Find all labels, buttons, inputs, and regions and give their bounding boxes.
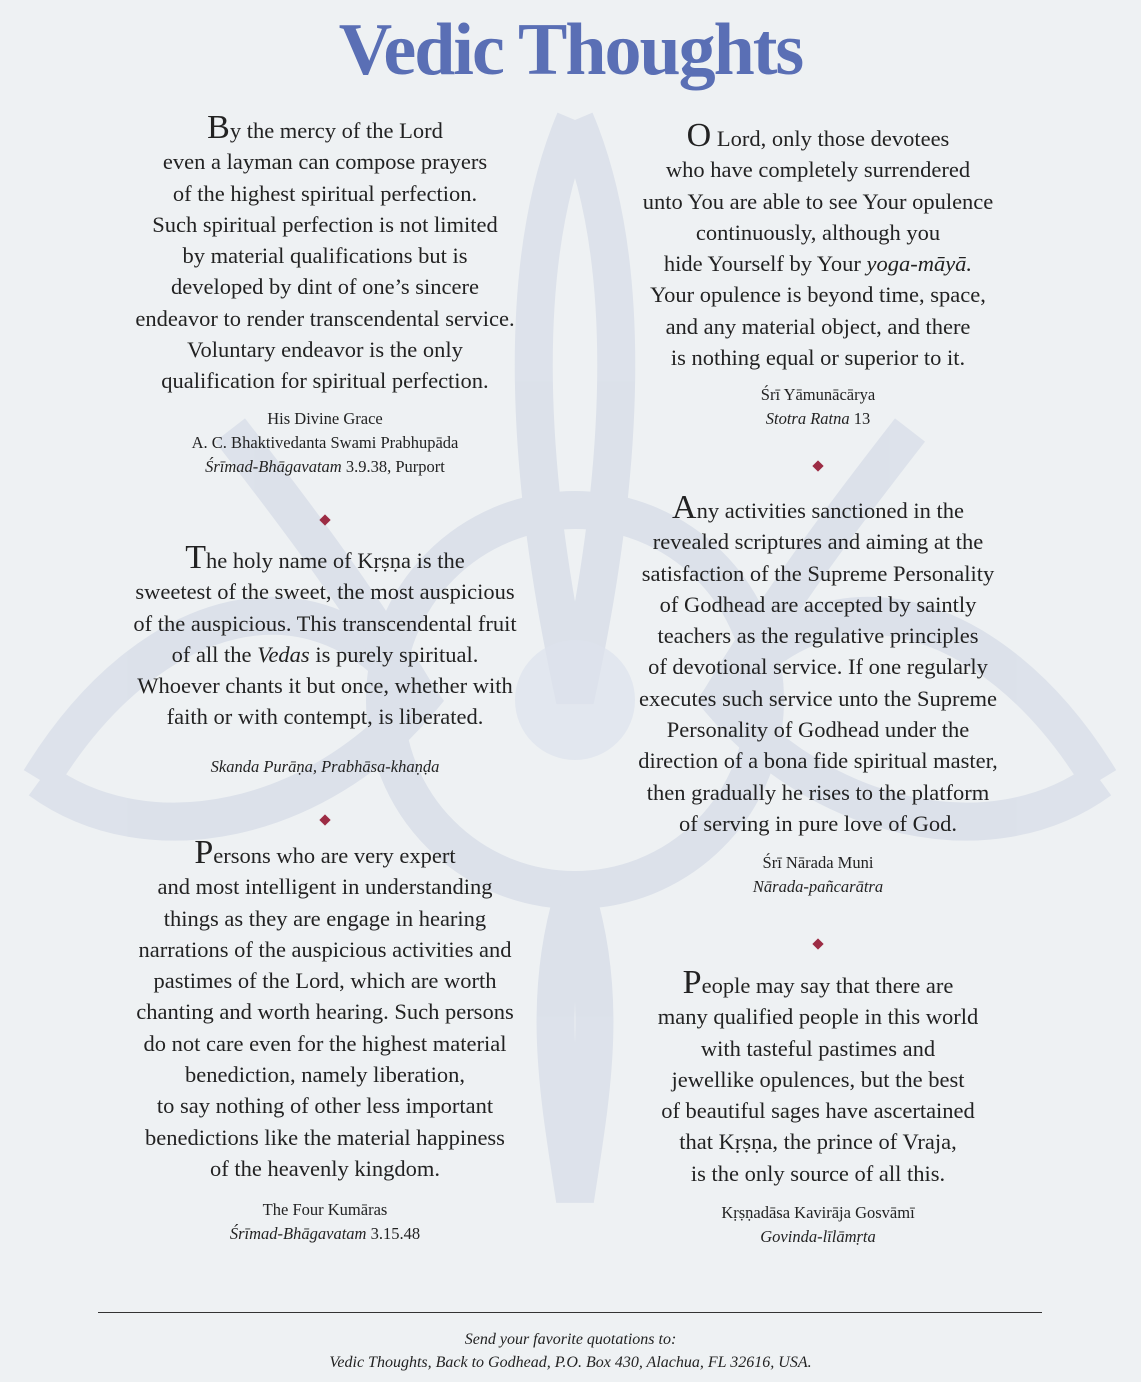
quote-text: Persons who are very expert and most intelligent in understanding things as they are engage in hearing narrations of the auspicious activities and pastimes of the Lord, which are worth chanting and worth hearing. Such persons do not care even for the highest material benediction, namely liberation, to say nothing of other less important benedictions like the material happiness of the heavenly kingdom. [80, 840, 570, 1184]
attribution [583, 383, 1053, 431]
quote-line: Personality of Godhead under the [666, 717, 970, 743]
quote-line: of beautiful sages have ascertained [661, 1098, 975, 1124]
source-line: Stotra Ratna 13 [765, 409, 871, 429]
quote-text: By the mercy of the Lord even a layman can compose prayers of the highest spiritual perfection. Such spiritual perfection is not limited by material qualifications but is developed by dint of one’s sincere endeavor to render transcendental service. Voluntary endeavor is the only qualification for spiritual perfection. [80, 115, 570, 397]
drop-cap: O [686, 117, 712, 154]
author-line: Śrī Nārada Muni [762, 853, 874, 873]
footer-divider [98, 1312, 1042, 1313]
quote-line: pastimes of the Lord, which are worth [153, 968, 497, 994]
quote-line: many qualified people in this world [657, 1004, 979, 1030]
quote-line: of devotional service. If one regularly [648, 654, 988, 680]
quote-line: and most intelligent in understanding [157, 874, 493, 900]
quote-line: qualification for spiritual perfection. [161, 368, 489, 394]
quote-line: hide Yourself by Your yoga-māyā. [663, 251, 973, 277]
author-line: Kṛṣṇadāsa Kavirāja Gosvāmī [721, 1203, 915, 1223]
attribution [583, 1201, 1053, 1249]
quote-line: even a layman can compose prayers [162, 149, 488, 175]
quote-block [80, 539, 570, 779]
quote-line: things as they are engage in hearing [163, 905, 487, 931]
quote-line: unto You are able to see Your opulence [642, 188, 994, 214]
quote-line: who have completely surrendered [665, 157, 971, 183]
quote-line: Voluntary endeavor is the only [187, 337, 463, 363]
diamond-separator [319, 514, 330, 525]
quote-line: to say nothing of other less important [156, 1093, 494, 1119]
quote-block [583, 489, 1053, 899]
quote-line: Such spiritual perfection is not limited [152, 211, 498, 237]
attribution [80, 1198, 570, 1246]
attribution [80, 755, 570, 779]
quote-line: by material qualifications but is [182, 243, 468, 269]
quote-line: with tasteful pastimes and [700, 1035, 936, 1061]
quote-line: faith or with contempt, is liberated. [166, 704, 484, 730]
author-line: The Four Kumāras [262, 1200, 388, 1220]
quote-block [80, 834, 570, 1246]
quote-line: Whoever chants it but once, whether with [137, 673, 513, 699]
quote-block [583, 117, 1053, 431]
footer [0, 1328, 1141, 1374]
quote-line: of all the Vedas is purely spiritual. [171, 641, 479, 667]
quote-line: executes such service unto the Supreme [638, 685, 997, 711]
quote-line: Your opulence is beyond time, space, [650, 282, 986, 308]
quote-line: teachers as the regulative principles [657, 623, 979, 649]
quote-line: sweetest of the sweet, the most auspicious [135, 579, 515, 605]
quote-line: continuously, although you [695, 219, 941, 245]
quote-line: revealed scriptures and aiming at the [652, 529, 984, 555]
quote-line: narrations of the auspicious activities and [138, 936, 512, 962]
source-line: Śrīmad-Bhāgavatam 3.9.38, Purport [205, 456, 445, 476]
author-line: A. C. Bhaktivedanta Swami Prabhupāda [191, 432, 459, 452]
quote-text: Any activities sanctioned in the revealed scriptures and aiming at the satisfaction of the Supreme Personality of Godhead are accepted by saintly teachers as the regulative principles of devotional service. If one regularly executes such service unto the Supreme Personality of Godhead under the direction of a bona fide spiritual master, then gradually he rises to the platform of serving in pure love of God. [583, 495, 1053, 839]
quote-line: direction of a bona fide spiritual master, [638, 748, 998, 774]
quote-line: chanting and worth hearing. Such persons [136, 999, 514, 1025]
diamond-separator [812, 460, 823, 471]
quote-line: endeavor to render transcendental service. [135, 305, 515, 331]
quote-text: The holy name of Kṛṣṇa is the sweetest of the sweet, the most auspicious of the auspicious. This transcendental fruit of all the Vedas is purely spiritual. Whoever chants it but once, whether with faith or with contempt, is liberated. [80, 545, 570, 733]
quote-line: do not care even for the highest material [143, 1030, 507, 1056]
source-line: Nārada-pañcarātra [752, 877, 884, 897]
drop-cap: P [194, 834, 214, 871]
quote-line: that Kṛṣṇa, the prince of Vraja, [679, 1129, 957, 1155]
quote-line: and any material object, and there [665, 313, 971, 339]
drop-cap: P [682, 964, 702, 1001]
source-line: Govinda-līlāmṛta [760, 1227, 876, 1247]
diamond-separator [319, 814, 330, 825]
drop-cap: A [672, 489, 697, 526]
page-title: Vedic Thoughts [338, 9, 803, 91]
quote-line: developed by dint of one’s sincere [170, 274, 480, 300]
source-line: Śrīmad-Bhāgavatam 3.15.48 [229, 1224, 421, 1244]
quote-line: is nothing equal or superior to it. [670, 345, 966, 371]
footer-line: Send your favorite quotations to: [464, 1331, 677, 1348]
attribution [80, 407, 570, 479]
quote-line: of the highest spiritual perfection. [172, 180, 478, 206]
quote-line: of the heavenly kingdom. [210, 1155, 440, 1181]
quote-line: is the only source of all this. [690, 1160, 946, 1186]
diamond-separator [812, 938, 823, 949]
author-line: Śrī Yāmunācārya [760, 385, 876, 405]
quote-line: satisfaction of the Supreme Personality [641, 560, 995, 586]
footer-address: Vedic Thoughts, Back to Godhead, P.O. Box 430, Alachua, FL 32616, USA. [329, 1354, 812, 1371]
quote-block [80, 109, 570, 479]
quote-line: then gradually he rises to the platform [646, 779, 990, 805]
author-line: His Divine Grace [267, 408, 383, 428]
quote-line: of Godhead are accepted by saintly [659, 591, 977, 617]
quote-line: benediction, namely liberation, [185, 1062, 465, 1088]
source-line: Skanda Purāṇa, Prabhāsa-khaṇḍa [210, 756, 440, 776]
quote-text: O Lord, only those devotees who have completely surrendered unto You are able to see Your opulence continuously, although you hide Yourself by Your yoga-māyā. Your opulence is beyond time, space, and any material object, and there is nothing equal or superior to it. [583, 123, 1053, 373]
drop-cap: T [185, 539, 207, 576]
quote-block [583, 964, 1053, 1249]
quote-text: People may say that there are many qualified people in this world with tasteful pastimes and jewellike opulences, but the best of beautiful sages have ascertained that Kṛṣṇa, the prince of Vraja, is the only source of all this. [583, 970, 1053, 1189]
quote-line: of serving in pure love of God. [678, 810, 958, 836]
quote-line: of the auspicious. This transcendental fruit [133, 610, 517, 636]
quote-line: benedictions like the material happiness [145, 1124, 505, 1150]
attribution [583, 851, 1053, 899]
quote-line: jewellike opulences, but the best [671, 1066, 965, 1092]
drop-cap: B [207, 109, 230, 146]
